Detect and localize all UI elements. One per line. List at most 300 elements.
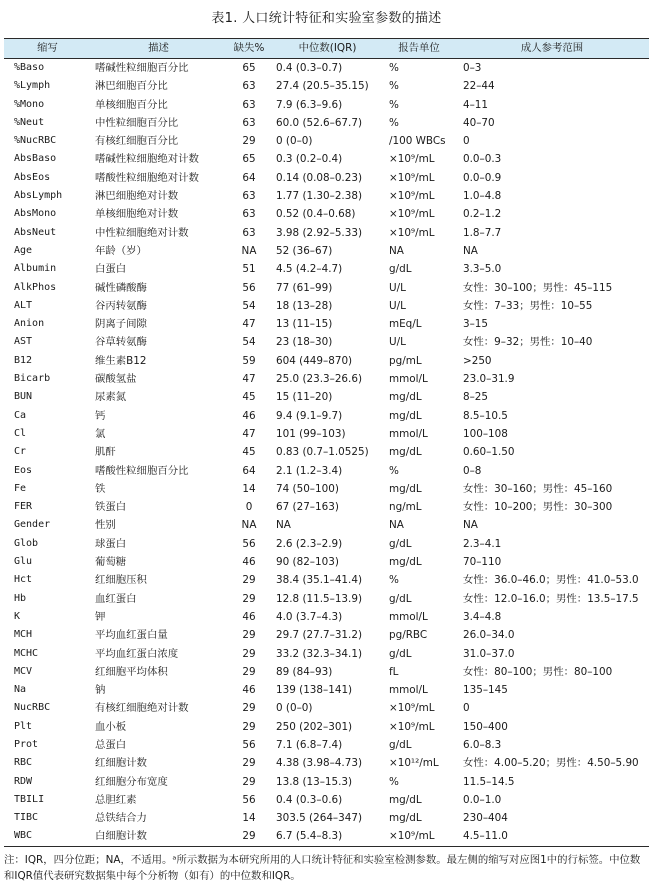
missing-percent-cell: 63 [242, 190, 256, 203]
median-iqr-cell: 2.1 (1.2–3.4) [276, 464, 343, 477]
column-header-missing-percent: 缺失% [226, 39, 272, 59]
median-iqr-cell: 13 (11–15) [276, 318, 333, 331]
median-iqr-cell: 60.0 (52.6–67.7) [276, 116, 363, 129]
description-cell: 碳酸氢盐 [95, 373, 137, 386]
table-row [4, 407, 649, 425]
abbreviation-cell: AbsNeut [14, 226, 57, 238]
median-iqr-cell: 0.83 (0.7–1.0525) [276, 446, 369, 459]
median-iqr-cell: 4.38 (3.98–4.73) [276, 757, 363, 770]
report-unit-cell: g/dL [389, 592, 412, 605]
report-unit-cell: ×10⁹/mL [383, 827, 455, 846]
reference-range-cell: 6.0–8.3 [463, 738, 502, 751]
description-cell: 氯 [95, 427, 106, 440]
reference-range-cell: 0 [463, 135, 470, 148]
column-header-median-iqr: 中位数(IQR) [272, 39, 383, 59]
missing-percent-cell: 46 [242, 610, 256, 623]
missing-percent-cell: 29 [242, 775, 256, 788]
report-unit-cell: ng/mL [389, 501, 422, 514]
median-iqr-cell: 12.8 (11.5–13.9) [276, 592, 363, 605]
median-iqr-cell: 0.52 (0.4–0.68) [276, 208, 356, 221]
median-iqr-cell: 4.0 (3.7–4.3) [276, 610, 343, 623]
report-unit-cell: ×10⁹/mL [389, 171, 435, 184]
table-header-row [4, 39, 649, 59]
abbreviation-cell: Glu [14, 556, 33, 568]
reference-range-cell: 女性：9–32；男性：10–40 [463, 336, 593, 349]
missing-percent-cell: 56 [242, 738, 256, 751]
table-row [4, 535, 649, 553]
median-iqr-cell: 0.4 (0.3–0.7) [276, 62, 343, 74]
median-iqr-cell: 89 (84–93) [276, 665, 333, 678]
table-row [4, 516, 649, 534]
reference-range-cell: 4–11 [463, 98, 489, 111]
table-row [4, 370, 649, 388]
description-cell: 葡萄糖 [95, 556, 127, 569]
reference-range-cell: 3.3–5.0 [463, 263, 502, 276]
description-cell: 钙 [95, 409, 106, 422]
missing-percent-cell: 14 [242, 812, 256, 825]
median-iqr-cell: 15 (11–20) [276, 391, 333, 404]
median-iqr-cell: 3.98 (2.92–5.33) [276, 226, 363, 239]
median-iqr-cell: 101 (99–103) [276, 427, 346, 440]
description-cell: 维生素B12 [95, 354, 147, 367]
table-row [4, 224, 649, 242]
reference-range-cell: 23.0–31.9 [463, 373, 515, 386]
median-iqr-cell: 23 (18–30) [276, 336, 333, 349]
column-header-reference-range: 成人参考范围 [455, 39, 649, 59]
description-cell: 钠 [95, 684, 106, 697]
table-row [4, 96, 649, 114]
table-row [4, 480, 649, 498]
table-row [4, 279, 649, 297]
reference-range-cell: 0.60–1.50 [463, 446, 515, 459]
missing-percent-cell: 64 [242, 171, 256, 184]
column-header-description: 描述 [91, 39, 226, 59]
missing-percent-cell: 29 [242, 757, 256, 770]
reference-range-cell: 100–108 [463, 427, 508, 440]
report-unit-cell: mmol/L [389, 427, 428, 440]
report-unit-cell: g/dL [389, 738, 412, 751]
description-cell: 尿素氮 [95, 391, 127, 404]
report-unit-cell: U/L [389, 299, 406, 312]
description-cell: 谷丙转氨酶 [95, 299, 147, 312]
reference-range-cell: 31.0–37.0 [463, 647, 515, 660]
table-row [4, 169, 649, 187]
abbreviation-cell: %Baso [14, 62, 45, 73]
report-unit-cell: g/dL [389, 537, 412, 550]
abbreviation-cell: ALT [14, 299, 33, 311]
missing-percent-cell: 14 [242, 482, 256, 495]
median-iqr-cell: 2.6 (2.3–2.9) [276, 537, 343, 550]
report-unit-cell: NA [389, 519, 404, 532]
missing-percent-cell: 29 [242, 720, 256, 733]
description-cell: 中性粒细胞百分比 [95, 116, 179, 129]
abbreviation-cell: Age [14, 244, 33, 256]
abbreviation-cell: AbsLymph [14, 190, 63, 202]
missing-percent-cell: 47 [242, 373, 256, 386]
report-unit-cell: mmol/L [389, 610, 428, 623]
report-unit-cell: g/dL [389, 263, 412, 276]
missing-percent-cell: 64 [242, 464, 256, 477]
description-cell: 嗜酸性粒细胞绝对计数 [95, 171, 199, 184]
description-cell: 有核红细胞百分比 [95, 135, 179, 148]
missing-percent-cell: 45 [242, 391, 256, 404]
table-body [4, 59, 649, 847]
description-cell: 单核细胞绝对计数 [95, 208, 179, 221]
missing-percent-cell: 29 [242, 592, 256, 605]
report-unit-cell: ×10¹²/mL [389, 757, 439, 770]
median-iqr-cell: 29.7 (27.7–31.2) [276, 629, 363, 642]
report-unit-cell: ×10⁹/mL [389, 190, 435, 203]
abbreviation-cell: Hct [14, 574, 33, 586]
abbreviation-cell: MCV [14, 665, 33, 677]
abbreviation-cell: TIBC [14, 812, 39, 824]
reference-range-cell: 22–44 [463, 80, 495, 93]
reference-range-cell: 1.0–4.8 [463, 190, 502, 203]
table-row [4, 498, 649, 516]
median-iqr-cell: 67 (27–163) [276, 501, 339, 514]
description-cell: 白蛋白 [95, 263, 127, 276]
missing-percent-cell: NA [241, 244, 257, 257]
missing-percent-cell: 29 [242, 702, 256, 715]
abbreviation-cell: RDW [14, 775, 33, 787]
table-row [4, 791, 649, 809]
median-iqr-cell: 250 (202–301) [276, 720, 353, 733]
description-cell: 谷草转氨酶 [95, 336, 147, 349]
table-row [4, 260, 649, 278]
median-iqr-cell: 90 (82–103) [276, 556, 339, 569]
reference-range-cell: 230–404 [463, 812, 508, 825]
reference-range-cell: 0–8 [463, 464, 482, 477]
median-iqr-cell: 25.0 (23.3–26.6) [276, 373, 363, 386]
table-row [4, 809, 649, 827]
reference-range-cell: 0–3 [463, 62, 482, 74]
description-cell: 单核细胞百分比 [95, 98, 168, 111]
abbreviation-cell: Plt [14, 720, 33, 732]
missing-percent-cell: 63 [242, 116, 256, 129]
missing-percent-cell: 56 [242, 281, 256, 294]
abbreviation-cell: NucRBC [14, 702, 51, 714]
missing-percent-cell: NA [241, 519, 257, 532]
median-iqr-cell: 7.9 (6.3–9.6) [276, 98, 343, 111]
description-cell: 阴离子间隙 [95, 318, 147, 331]
missing-percent-cell: 54 [242, 299, 256, 312]
abbreviation-cell: Hb [14, 592, 27, 604]
description-cell: 淋巴细胞百分比 [95, 80, 168, 93]
description-cell: 平均血红蛋白浓度 [95, 647, 179, 660]
description-cell: 总蛋白 [95, 738, 127, 751]
median-iqr-cell: 0 (0–0) [276, 702, 313, 715]
missing-percent-cell: 46 [242, 556, 256, 569]
reference-range-cell: 女性：30–100；男性：45–115 [463, 281, 613, 294]
missing-percent-cell: 29 [242, 665, 256, 678]
table-row [4, 132, 649, 150]
missing-percent-cell: 0 [245, 501, 253, 514]
report-unit-cell: ×10⁹/mL [389, 702, 435, 715]
median-iqr-cell: 77 (61–99) [276, 281, 333, 294]
report-unit-cell: mg/dL [389, 409, 422, 422]
report-unit-cell: % [389, 98, 399, 111]
report-unit-cell: % [389, 116, 399, 129]
reference-range-cell: 2.3–4.1 [463, 537, 502, 550]
reference-range-cell: 1.8–7.7 [463, 226, 502, 239]
report-unit-cell: g/dL [389, 647, 412, 660]
description-cell: 中性粒细胞绝对计数 [95, 226, 189, 239]
report-unit-cell: mmol/L [389, 684, 428, 697]
table-row [4, 443, 649, 461]
reference-range-cell: 女性：30–160；男性：45–160 [463, 482, 613, 495]
reference-range-cell: 3–15 [463, 318, 489, 331]
median-iqr-cell: 6.7 (5.4–8.3) [272, 827, 383, 846]
table-row [4, 315, 649, 333]
abbreviation-cell: AST [14, 336, 33, 348]
median-iqr-cell: 4.5 (4.2–4.7) [276, 263, 343, 276]
report-unit-cell: ×10⁹/mL [389, 226, 435, 239]
lab-parameters-table [4, 38, 649, 847]
missing-percent-cell: 46 [242, 409, 256, 422]
report-unit-cell: mg/dL [389, 812, 422, 825]
description-cell: 总铁结合力 [95, 812, 147, 825]
table-row [4, 352, 649, 370]
table-row [4, 626, 649, 644]
table-row [4, 388, 649, 406]
table-row [4, 608, 649, 626]
report-unit-cell: % [389, 775, 399, 788]
reference-range-cell: 3.4–4.8 [463, 610, 502, 623]
median-iqr-cell: 0.4 (0.3–0.6) [276, 793, 343, 806]
missing-percent-cell: 51 [242, 263, 256, 276]
description-cell: 嗜酸性粒细胞百分比 [95, 464, 189, 477]
table-row [4, 462, 649, 480]
report-unit-cell: ×10⁹/mL [389, 208, 435, 221]
description-cell: 白细胞计数 [91, 827, 226, 846]
missing-percent-cell: 63 [242, 98, 256, 111]
missing-percent-cell: 29 [242, 647, 256, 660]
report-unit-cell: U/L [389, 336, 406, 349]
median-iqr-cell: 38.4 (35.1–41.4) [276, 574, 363, 587]
reference-range-cell: 26.0–34.0 [463, 629, 515, 642]
missing-percent-cell: 29 [242, 135, 256, 148]
abbreviation-cell: MCH [14, 629, 33, 641]
abbreviation-cell: Eos [14, 464, 33, 476]
report-unit-cell: mg/dL [389, 482, 422, 495]
median-iqr-cell: 27.4 (20.5–35.15) [276, 80, 369, 93]
report-unit-cell: mg/dL [389, 446, 422, 459]
abbreviation-cell: K [14, 610, 21, 622]
abbreviation-cell: TBILI [14, 793, 45, 805]
table-row [4, 681, 649, 699]
missing-percent-cell: 29 [242, 629, 256, 642]
abbreviation-cell: AlkPhos [14, 281, 57, 293]
table-row [4, 754, 649, 772]
reference-range-cell: 女性：80–100；男性：80–100 [463, 665, 613, 678]
abbreviation-cell: %Neut [14, 116, 45, 128]
abbreviation-cell: %Mono [14, 98, 45, 110]
reference-range-cell: 0.0–0.3 [463, 153, 502, 166]
abbreviation-cell: Albumin [14, 263, 57, 275]
description-cell: 铁 [95, 482, 106, 495]
reference-range-cell: 女性：7–33；男性：10–55 [463, 299, 593, 312]
reference-range-cell: 女性：36.0–46.0；男性：41.0–53.0 [463, 574, 639, 587]
abbreviation-cell: Fe [14, 482, 27, 494]
abbreviation-cell: Prot [14, 738, 39, 750]
report-unit-cell: fL [389, 665, 399, 678]
missing-percent-cell: 45 [242, 446, 256, 459]
median-iqr-cell: 0.14 (0.08–0.23) [276, 171, 363, 184]
median-iqr-cell: 0 (0–0) [276, 135, 313, 148]
reference-range-cell: 0.0–0.9 [463, 171, 502, 184]
description-cell: 红细胞分布宽度 [95, 775, 168, 788]
column-header-abbreviation: 缩写 [4, 39, 91, 59]
reference-range-cell: 8.5–10.5 [463, 409, 508, 422]
reference-range-cell: 女性：4.00–5.20；男性：4.50–5.90 [463, 757, 639, 770]
missing-percent-cell: 47 [242, 427, 256, 440]
reference-range-cell: 0.2–1.2 [463, 208, 502, 221]
table-row [4, 333, 649, 351]
reference-range-cell: 70–110 [463, 556, 502, 569]
report-unit-cell: /100 WBCs [389, 135, 446, 148]
reference-range-cell: 150–400 [463, 720, 508, 733]
median-iqr-cell: 18 (13–28) [276, 299, 333, 312]
description-cell: 红细胞计数 [95, 757, 147, 770]
description-cell: 球蛋白 [95, 537, 127, 550]
report-unit-cell: % [389, 574, 399, 587]
description-cell: 嗜碱性粒细胞绝对计数 [95, 153, 199, 166]
description-cell: 有核红细胞绝对计数 [95, 702, 189, 715]
table-row [4, 297, 649, 315]
abbreviation-cell: FER [14, 501, 33, 513]
abbreviation-cell: Gender [14, 519, 51, 531]
description-cell: 血小板 [95, 720, 127, 733]
missing-percent-cell: 56 [242, 793, 256, 806]
reference-range-cell: NA [463, 519, 478, 532]
reference-range-cell: 女性：10–200；男性：30–300 [463, 501, 613, 514]
report-unit-cell: mg/dL [389, 793, 422, 806]
abbreviation-cell: AbsBaso [14, 153, 57, 165]
median-iqr-cell: 303.5 (264–347) [276, 812, 363, 825]
table-row [4, 59, 649, 78]
report-unit-cell: pg/RBC [389, 629, 428, 642]
table-row [4, 827, 649, 846]
median-iqr-cell: 139 (138–141) [276, 684, 353, 697]
report-unit-cell: mg/dL [389, 556, 422, 569]
median-iqr-cell: 604 (449–870) [276, 354, 353, 367]
description-cell: 红细胞平均体积 [95, 665, 168, 678]
report-unit-cell: % [389, 80, 399, 93]
table-row [4, 114, 649, 132]
reference-range-cell: 4.5–11.0 [455, 827, 649, 846]
median-iqr-cell: 13.8 (13–15.3) [276, 775, 353, 788]
description-cell: 总胆红素 [95, 793, 137, 806]
report-unit-cell: mmol/L [389, 373, 428, 386]
reference-range-cell: >250 [463, 354, 492, 367]
missing-percent-cell: 63 [242, 80, 256, 93]
table-row [4, 571, 649, 589]
description-cell: 碱性磷酸酶 [95, 281, 147, 294]
description-cell: 淋巴细胞绝对计数 [95, 190, 179, 203]
reference-range-cell: 0.0–1.0 [463, 793, 502, 806]
missing-percent-cell: 65 [242, 62, 256, 74]
table-row [4, 187, 649, 205]
report-unit-cell: pg/mL [389, 354, 422, 367]
median-iqr-cell: 1.77 (1.30–2.38) [276, 190, 363, 203]
reference-range-cell: NA [463, 244, 478, 257]
median-iqr-cell: 7.1 (6.8–7.4) [276, 738, 343, 751]
description-cell: 红细胞压积 [95, 574, 147, 587]
report-unit-cell: % [389, 464, 399, 477]
description-cell: 年龄（岁） [95, 244, 147, 257]
table-row [4, 150, 649, 168]
abbreviation-cell: %NucRBC [14, 135, 57, 147]
table-title: 表1. 人口统计特征和实验室参数的描述 [211, 11, 442, 26]
description-cell: 嗜碱性粒细胞百分比 [95, 62, 189, 74]
description-cell: 肌酐 [95, 446, 116, 459]
table-row [4, 553, 649, 571]
description-cell: 血红蛋白 [95, 592, 137, 605]
abbreviation-cell: Cl [14, 427, 27, 439]
abbreviation-cell: Bicarb [14, 373, 51, 385]
table-row [4, 645, 649, 663]
abbreviation-cell: Ca [14, 409, 27, 421]
table-footnote: 注：IQR，四分位距；NA，不适用。ᵃ所示数据为本研究所用的人口统计特征和实验室检测参数。最左侧的缩写对应图1中的行标签。中位数和IQR值代表研究数据集中每个分析物（如有）的中位数和IQR。 [4, 854, 641, 882]
abbreviation-cell: AbsMono [14, 208, 57, 220]
description-cell: 性别 [95, 519, 116, 532]
missing-percent-cell: 29 [226, 827, 272, 846]
abbreviation-cell: WBC [4, 827, 91, 846]
reference-range-cell: 11.5–14.5 [463, 775, 515, 788]
abbreviation-cell: AbsEos [14, 171, 51, 183]
abbreviation-cell: B12 [14, 354, 33, 366]
missing-percent-cell: 65 [242, 153, 256, 166]
median-iqr-cell: 52 (36–67) [276, 244, 333, 257]
reference-range-cell: 135–145 [463, 684, 508, 697]
median-iqr-cell: 74 (50–100) [276, 482, 339, 495]
description-cell: 平均血红蛋白量 [95, 629, 168, 642]
report-unit-cell: ×10⁹/mL [389, 153, 435, 166]
reference-range-cell: 8–25 [463, 391, 489, 404]
description-cell: 铁蛋白 [95, 501, 127, 514]
description-cell: 钾 [95, 610, 106, 623]
table-row [4, 205, 649, 223]
abbreviation-cell: %Lymph [14, 80, 51, 92]
reference-range-cell: 女性：12.0–16.0；男性：13.5–17.5 [463, 592, 639, 605]
reference-range-cell: 0 [463, 702, 470, 715]
table-row [4, 736, 649, 754]
table-row [4, 773, 649, 791]
report-unit-cell: ×10⁹/mL [389, 720, 435, 733]
missing-percent-cell: 29 [242, 574, 256, 587]
median-iqr-cell: NA [276, 519, 291, 532]
median-iqr-cell: 9.4 (9.1–9.7) [276, 409, 343, 422]
abbreviation-cell: Glob [14, 537, 39, 549]
table-row [4, 718, 649, 736]
missing-percent-cell: 47 [242, 318, 256, 331]
table-row [4, 699, 649, 717]
missing-percent-cell: 56 [242, 537, 256, 550]
table-row [4, 590, 649, 608]
missing-percent-cell: 63 [242, 208, 256, 221]
column-header-report-unit: 报告单位 [383, 39, 455, 59]
missing-percent-cell: 63 [242, 226, 256, 239]
report-unit-cell: NA [389, 244, 404, 257]
abbreviation-cell: Anion [14, 318, 45, 330]
abbreviation-cell: RBC [14, 757, 33, 769]
table-row [4, 425, 649, 443]
report-unit-cell: mEq/L [389, 318, 422, 331]
reference-range-cell: 40–70 [463, 116, 495, 129]
abbreviation-cell: Na [14, 684, 27, 696]
table-row [4, 77, 649, 95]
table-row [4, 242, 649, 260]
